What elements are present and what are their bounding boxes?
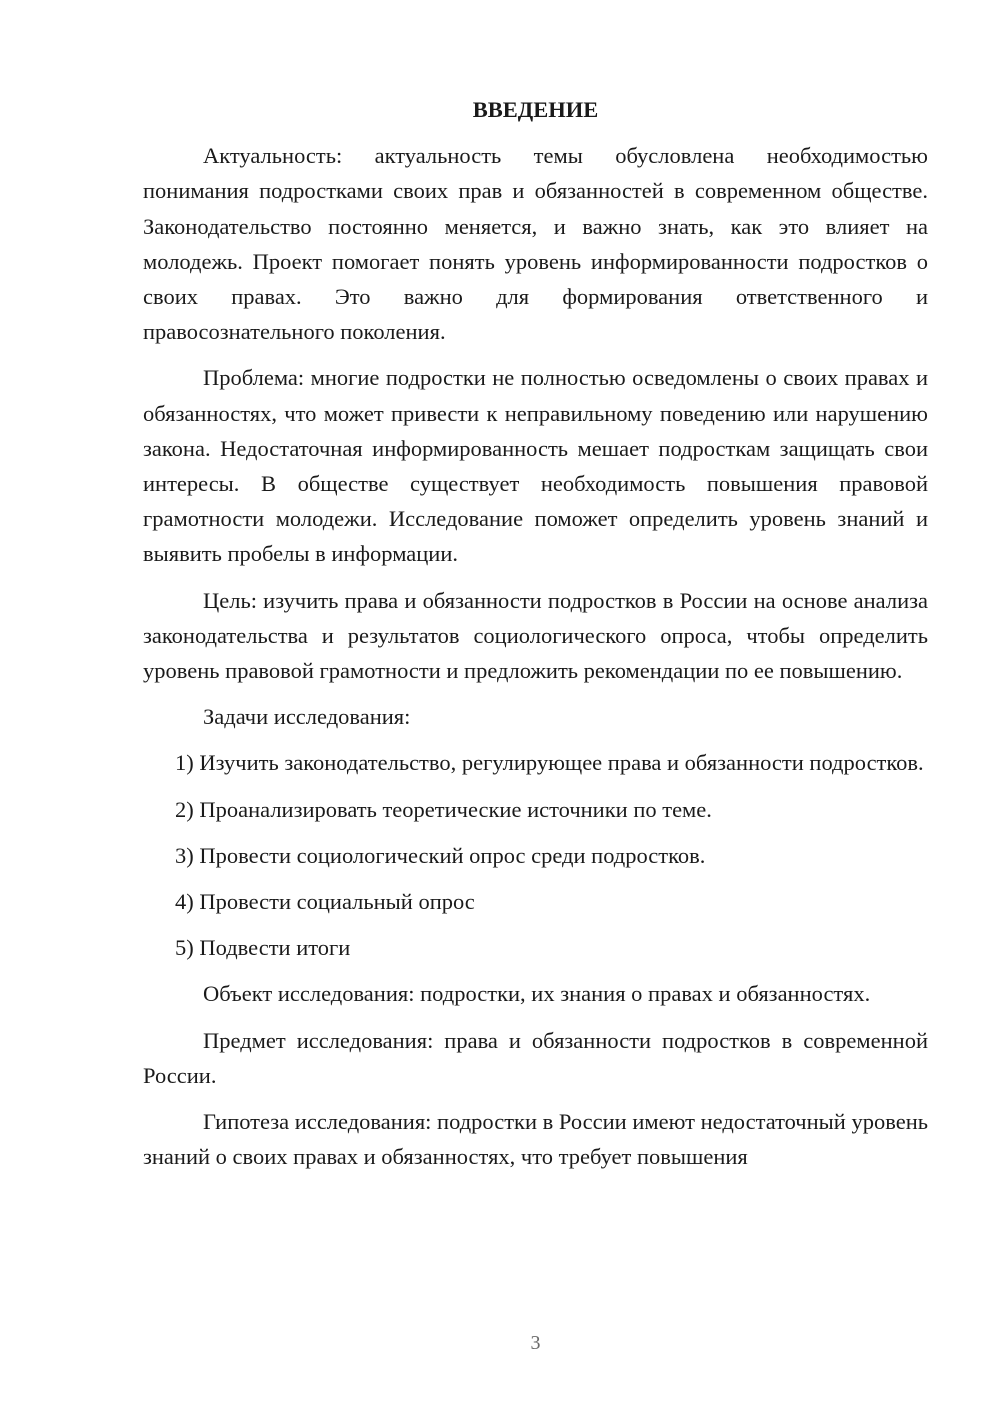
paragraph-subject: Предмет исследования: права и обязанности подростков в современной России. [143, 1027, 928, 1088]
paragraph-relevance: Актуальность: актуальность темы обусловлена необходимостью понимания подростками своих прав и обязанностей в современном обществе. Законодательство постоянно меняется, и важно знать, как это влияет на молодежь. Проект помогает понять уровень информированности подростков о своих правах. Это важно для формирования ответственного и правосознательного поколения. [143, 143, 928, 345]
task-item-2: 2) Проанализировать теоретические источники по теме. [175, 796, 712, 822]
paragraph-object: Объект исследования: подростки, их знания о правах и обязанностях. [203, 981, 871, 1007]
task-item-4: 4) Провести социальный опрос [175, 889, 475, 915]
paragraph-hypothesis: Гипотеза исследования: подростки в России имеют недостаточный уровень знаний о своих правах и обязанностях, что требует повышения [143, 1109, 928, 1170]
task-item-5: 5) Подвести итоги [175, 935, 351, 961]
section-title: ВВЕДЕНИЕ [472, 97, 599, 122]
paragraph-goal: Цель: изучить права и обязанности подростков в России на основе анализа законодательства и результатов социологического опроса, чтобы определить уровень правовой грамотности и предложить рекомендации по ее повышению. [143, 587, 928, 684]
paragraph-tasks-heading: Задачи исследования: [203, 704, 411, 730]
paragraph-problem: Проблема: многие подростки не полностью осведомлены о своих правах и обязанностях, что может привести к неправильному поведению или нарушению закона. Недостаточная информированность мешает подросткам защищать свои интересы. В обществе существует необходимость повышения правовой грамотности молодежи. Исследование поможет определить уровень знаний и выявить пробелы в информации. [143, 365, 928, 567]
page-content [143, 92, 928, 1185]
task-item-1: 1) Изучить законодательство, регулирующее права и обязанности подростков. [175, 750, 924, 776]
page-number: 3 [530, 1332, 541, 1354]
task-item-3: 3) Провести социологический опрос среди подростков. [175, 842, 706, 868]
